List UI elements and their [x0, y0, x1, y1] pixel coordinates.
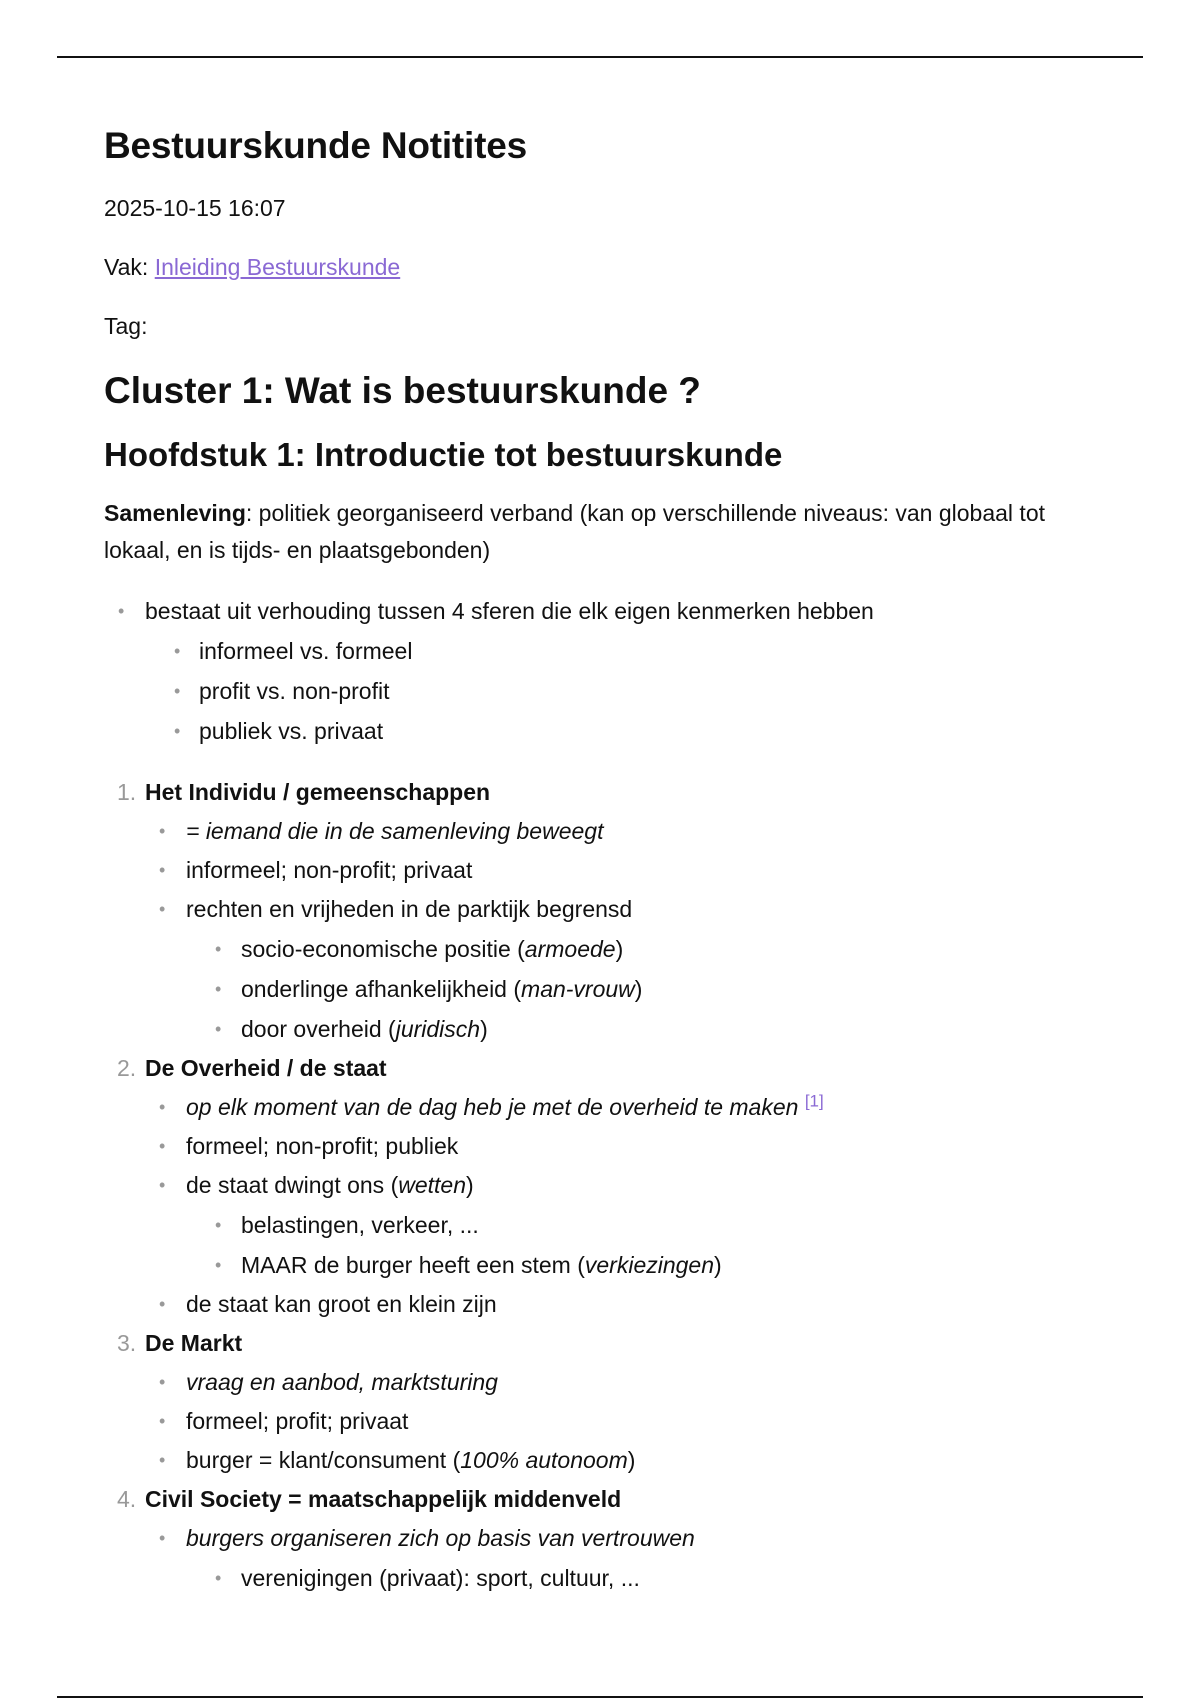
bullet-text: )	[627, 1446, 636, 1473]
definition-term: Samenleving	[104, 499, 246, 526]
bullet-text: )	[634, 975, 643, 1002]
bullet-emphasis: verkiezingen	[584, 1251, 715, 1278]
bullet-emphasis: wetten	[398, 1171, 466, 1198]
course-label: Vak:	[104, 254, 155, 281]
cluster-heading: Cluster 1: Wat is bestuurskunde ?	[104, 369, 701, 411]
section-bullets	[145, 1363, 1104, 1480]
sub-bullets	[186, 1205, 1104, 1285]
section-title: De Markt	[145, 1329, 243, 1356]
bullet-text: )	[714, 1251, 722, 1278]
section-bullets	[145, 1519, 1104, 1598]
spheres-numbered-list	[104, 773, 1104, 1598]
section-bullets	[145, 812, 1104, 1049]
document-page	[104, 110, 1104, 1598]
bullet-text: MAAR de burger heeft een stem (	[241, 1251, 585, 1278]
list-item	[145, 1166, 1104, 1285]
bullet-text: )	[466, 1171, 474, 1198]
bullet-emphasis: juridisch	[395, 1015, 481, 1042]
definition-paragraph	[104, 495, 1104, 569]
list-item: • publiek vs. privaat	[104, 711, 1104, 751]
section-title: Civil Society = maatschappelijk middenveld	[145, 1485, 622, 1512]
sub-bullets	[186, 929, 1104, 1049]
bullet-text: onderlinge afhankelijkheid (	[241, 975, 522, 1002]
section-item	[104, 1480, 1104, 1598]
section-number: 2.	[117, 1054, 137, 1081]
section-number: 4.	[117, 1485, 137, 1512]
list-item	[186, 1009, 1104, 1049]
list-item: • informeel vs. formeel	[104, 631, 1104, 671]
footnote-link[interactable]: [1]	[804, 1090, 824, 1110]
list-item	[145, 890, 1104, 1049]
list-item	[145, 1088, 1104, 1127]
section-number: 3.	[117, 1329, 137, 1356]
list-item	[145, 1363, 1104, 1402]
course-line	[104, 253, 1104, 282]
definition-text: : politiek georganiseerd verband (kan op verschillende niveaus: van globaal tot lokaal, en is tijds- en plaatsgebonden)	[104, 499, 1046, 563]
tag-line: Tag:	[104, 312, 148, 339]
bullet-text: burgers organiseren zich op basis van vertrouwen	[186, 1524, 695, 1551]
list-item: • informeel; non-profit; privaat	[145, 851, 1104, 890]
bullet-text: door overheid (	[241, 1015, 396, 1042]
list-item	[145, 1519, 1104, 1598]
spheres-sublist	[104, 631, 1104, 751]
list-item	[186, 929, 1104, 969]
section-item	[104, 1324, 1104, 1480]
bullet-emphasis: man-vrouw	[521, 975, 635, 1002]
section-item	[104, 1049, 1104, 1324]
list-item	[145, 1441, 1104, 1480]
section-item	[104, 773, 1104, 1049]
bullet-text: de staat dwingt ons (	[186, 1171, 399, 1198]
bullet-emphasis: armoede	[524, 935, 616, 962]
bullet-text: socio-economische positie (	[241, 935, 525, 962]
list-item: • belastingen, verkeer, ...	[186, 1205, 1104, 1245]
bullet-emphasis: 100% autonoom	[460, 1446, 628, 1473]
spheres-list	[104, 591, 1104, 751]
list-item: • verenigingen (privaat): sport, cultuur, ...	[186, 1558, 1104, 1598]
list-item	[104, 591, 1104, 751]
section-number: 1.	[117, 778, 137, 805]
bullet-text: op elk moment van de dag heb je met de overheid te maken	[186, 1093, 799, 1120]
section-title: De Overheid / de staat	[145, 1054, 387, 1081]
page-title: Bestuurskunde Notitites	[104, 125, 528, 166]
list-item: • formeel; profit; privaat	[145, 1402, 1104, 1441]
bullet-text: = iemand die in de samenleving beweegt	[186, 817, 604, 844]
bullet-text: burger = klant/consument (	[186, 1446, 461, 1473]
list-item	[186, 1245, 1104, 1285]
bullet-text: )	[615, 935, 624, 962]
section-bullets	[145, 1088, 1104, 1324]
list-item	[145, 812, 1104, 851]
chapter-heading: Hoofdstuk 1: Introductie tot bestuurskunde	[104, 436, 783, 474]
course-link[interactable]: Inleiding Bestuurskunde	[154, 254, 401, 281]
spheres-intro: bestaat uit verhouding tussen 4 sferen die elk eigen kenmerken hebben	[145, 597, 874, 624]
section-title: Het Individu / gemeenschappen	[145, 778, 491, 805]
bullet-text: vraag en aanbod, marktsturing	[186, 1368, 498, 1395]
sub-bullets	[186, 1558, 1104, 1598]
bottom-rule	[57, 1696, 1143, 1698]
list-item	[186, 969, 1104, 1009]
list-item: • formeel; non-profit; publiek	[145, 1127, 1104, 1166]
date-stamp: 2025-10-15 16:07	[104, 195, 286, 222]
list-item: • profit vs. non-profit	[104, 671, 1104, 711]
list-item: • de staat kan groot en klein zijn	[145, 1285, 1104, 1324]
top-rule	[57, 56, 1143, 58]
bullet-text: rechten en vrijheden in de parktijk begrensd	[186, 895, 633, 922]
bullet-text: )	[480, 1015, 488, 1042]
